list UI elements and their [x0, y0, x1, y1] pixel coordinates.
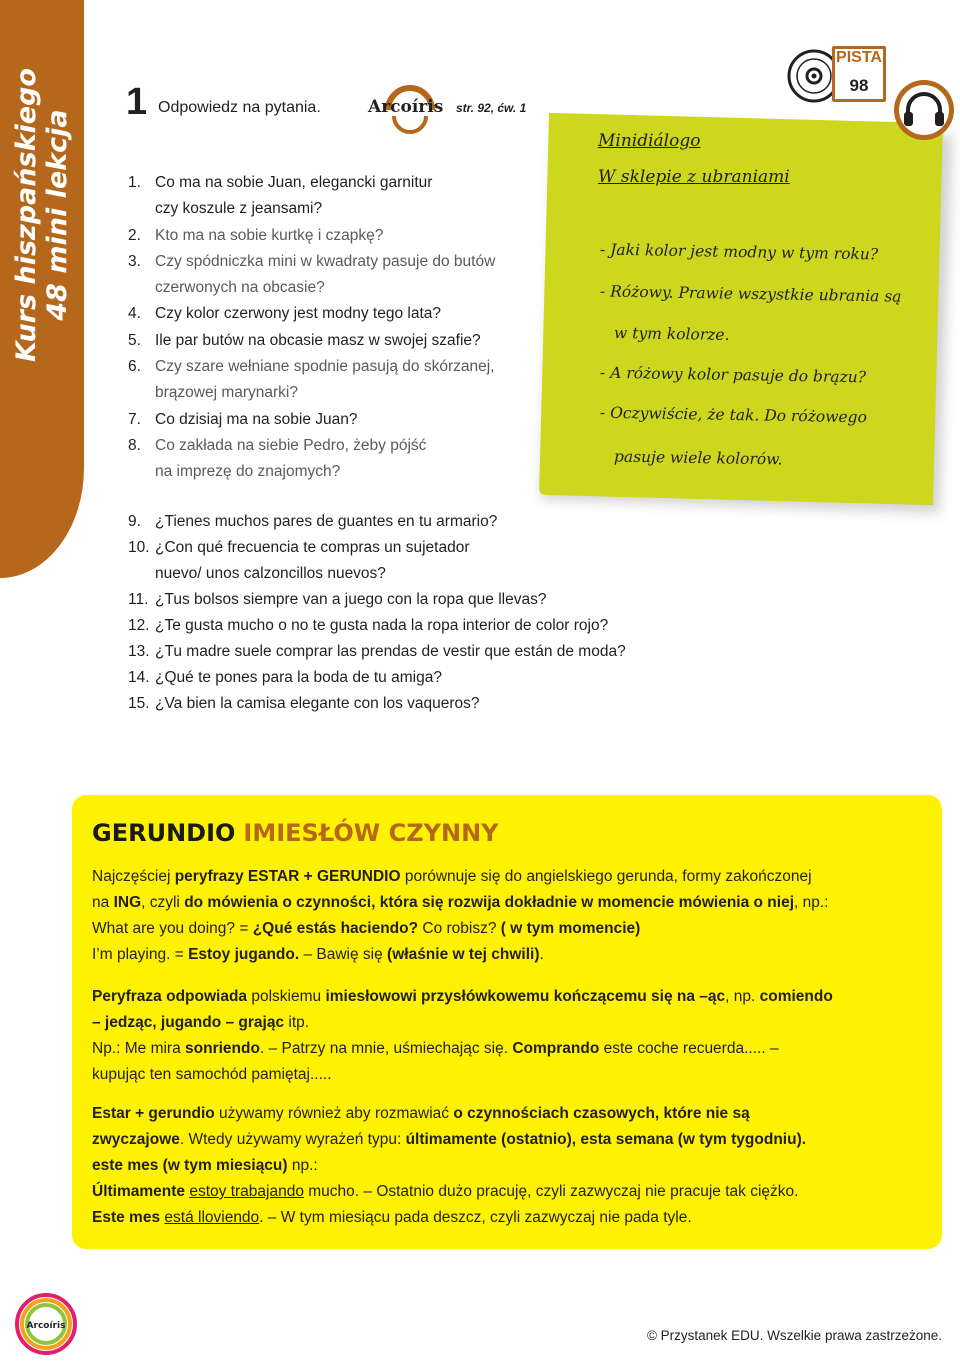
item-text: czy koszule z jeansami?: [155, 200, 323, 218]
text: o czynnościach czasowych, które nie są: [453, 1105, 750, 1122]
text: zwyczajowe: [92, 1131, 180, 1148]
text: kupując ten samochód pamiętaj.....: [92, 1066, 332, 1083]
grammar-paragraph-3: [92, 1101, 912, 1231]
text: do mówienia o czynności, która się rozwija dokładnie w momencie mówienia o niej: [184, 894, 795, 911]
item-text: ¿Con qué frecuencia te compras un sujetador: [155, 539, 470, 556]
text: Este mes: [92, 1209, 161, 1226]
item-text: brązowej marynarki?: [155, 384, 298, 402]
text: estoy trabajando: [189, 1183, 304, 1200]
text: Co robisz?: [418, 920, 501, 937]
item-text: Kto ma na sobie kurtkę i czapkę?: [155, 226, 384, 244]
text: Estar + gerundio: [92, 1105, 215, 1122]
item-text: ¿Te gusta mucho o no te gusta nada la ropa interior de color rojo?: [155, 617, 609, 634]
item-text: ¿Qué te pones para la boda de tu amiga?: [155, 669, 442, 686]
item-number: 6.: [128, 358, 141, 376]
text: – jedząc, jugando – grając: [92, 1014, 285, 1031]
item-text: ¿Tu madre suele comprar las prendas de vestir que están de moda?: [155, 643, 626, 660]
list-item: [128, 301, 568, 327]
list-item: [128, 613, 626, 639]
text: Comprando: [512, 1040, 600, 1057]
list-item: [128, 535, 626, 587]
text: . – Patrzy na mnie, uśmiechając się.: [259, 1040, 513, 1057]
list-item: [128, 354, 568, 407]
item-text: na imprezę do znajomych?: [155, 463, 341, 481]
track-number: 98: [849, 76, 869, 95]
footer-logo-text: Arcoíris: [26, 1321, 66, 1331]
text: , np.:: [794, 894, 829, 911]
text: Najczęściej: [92, 868, 175, 885]
item-number: 2.: [128, 226, 141, 244]
item-text: ¿Va bien la camisa elegante con los vaqueros?: [155, 695, 480, 712]
item-number: 9.: [128, 513, 141, 530]
dialogue-line: pasuje wiele kolorów.: [613, 447, 783, 469]
text: Últimamente: [92, 1183, 186, 1200]
questions-pl: [128, 170, 568, 486]
item-text: Czy spódniczka mini w kwadraty pasuje do butów: [155, 252, 496, 270]
text: imiesłowowi przysłówkowemu kończącemu się na –ąc: [325, 988, 726, 1005]
text: está lloviendo: [164, 1209, 260, 1226]
grammar-paragraph-1: [92, 864, 912, 968]
heading-translation: IMIESŁÓW CZYNNY: [243, 819, 499, 847]
text: – Bawię się: [299, 946, 388, 963]
exercise-instruction: Odpowiedz na pytania.: [158, 99, 321, 116]
course-title: [11, 68, 73, 362]
track-label: PISTA: [836, 49, 882, 66]
copyright: © Przystanek EDU. Wszelkie prawa zastrzeżone.: [646, 1328, 942, 1343]
item-number: 15.: [128, 695, 150, 712]
note-title: Minidiálogo: [598, 131, 701, 151]
item-text: Ile par butów na obcasie masz w swojej szafie?: [155, 331, 481, 349]
list-item: [128, 433, 568, 486]
exercise-number: 1: [126, 81, 148, 123]
course-title-line1: Kurs hiszpańskiego: [11, 68, 42, 362]
item-number: 4.: [128, 305, 141, 323]
text: comiendo: [759, 988, 833, 1005]
list-item: [128, 509, 626, 535]
text: (właśnie w tej chwili): [387, 946, 540, 963]
item-number: 3.: [128, 252, 141, 270]
dialogue-line: w tym kolorze.: [613, 323, 730, 345]
item-text: ¿Tienes muchos pares de guantes en tu armario?: [155, 513, 498, 530]
list-item: [128, 691, 626, 717]
list-item: [128, 639, 626, 665]
text: porównuje się do angielskiego gerunda, formy zakończonej: [400, 868, 812, 885]
questions-es: [128, 509, 626, 717]
item-number: 8.: [128, 436, 141, 454]
text: últimamente (ostatnio), esta semana (w tym tygodniu).: [405, 1131, 807, 1148]
list-item: [128, 587, 626, 613]
list-item: [128, 223, 568, 249]
list-item: [128, 665, 626, 691]
brand-name: Arcoíris: [368, 97, 444, 117]
footer-logo-icon: [14, 1292, 78, 1356]
text: używamy również aby rozmawiać: [214, 1105, 454, 1122]
text: . – W tym miesiącu pada deszcz, czyli zazwyczaj nie pada tyle.: [259, 1209, 692, 1226]
text: .: [539, 946, 544, 963]
text: este coche recuerda..... –: [599, 1040, 779, 1057]
item-number: 14.: [128, 669, 150, 686]
text: ( w tym momencie): [500, 920, 641, 937]
minidialogue: [598, 130, 938, 188]
text: sonriendo: [185, 1040, 260, 1057]
grammar-heading: [92, 818, 499, 848]
dialogue-line: - A różowy kolor pasuje do brązu?: [599, 363, 867, 387]
item-text: Czy kolor czerwony jest modny tego lata?: [155, 305, 442, 323]
item-text: nuevo/ unos calzoncillos nuevos?: [155, 565, 386, 582]
text: polskiemu: [247, 988, 326, 1005]
headphones-icon[interactable]: [892, 78, 956, 142]
item-text: Czy szare wełniane spodnie pasują do skórzanej,: [155, 358, 495, 376]
item-text: Co dzisiaj ma na sobie Juan?: [155, 410, 358, 428]
text: ING: [113, 894, 142, 911]
item-text: czerwonych na obcasie?: [155, 279, 325, 297]
item-number: 11.: [128, 591, 149, 608]
item-number: 5.: [128, 331, 141, 349]
text: . Wtedy używamy wyrażeń typu:: [179, 1131, 406, 1148]
item-number: 13.: [128, 643, 150, 660]
list-item: [128, 407, 568, 433]
text: este mes (w tym miesiącu): [92, 1157, 288, 1174]
book-reference: str. 92, ćw. 1: [456, 101, 527, 115]
text: np.:: [287, 1157, 318, 1174]
dialogue-line: - Różowy. Prawie wszystkie ubrania są: [599, 282, 902, 306]
text: , czyli: [141, 894, 185, 911]
item-text: Co ma na sobie Juan, elegancki garnitur: [155, 174, 433, 191]
text: mucho. – Ostatnio dużo pracuję, czyli zazwyczaj nie pracuje tak ciężko.: [303, 1183, 799, 1200]
item-text: ¿Tus bolsos siempre van a juego con la ropa que llevas?: [155, 591, 547, 608]
dialogue-line: - Oczywiście, że tak. Do różowego: [599, 403, 868, 427]
note-subtitle: W sklepie z ubraniami: [598, 167, 790, 187]
text: peryfrazy ESTAR + GERUNDIO: [174, 868, 401, 885]
text: What are you doing? =: [92, 920, 253, 937]
text: I’m playing. =: [92, 946, 189, 963]
list-item: [128, 249, 568, 302]
item-number: 7.: [128, 410, 141, 428]
text: itp.: [284, 1014, 310, 1031]
text: na: [92, 894, 114, 911]
item-text: Co zakłada na siebie Pedro, żeby pójść: [155, 436, 427, 454]
dialogue-line: - Jaki kolor jest modny w tym roku?: [599, 240, 879, 264]
text: , np.: [725, 988, 760, 1005]
list-item: [128, 170, 568, 223]
text: Peryfraza odpowiada: [92, 988, 248, 1005]
grammar-paragraph-2: [92, 984, 912, 1088]
list-item: [128, 328, 568, 354]
text: ¿Qué estás haciendo?: [252, 920, 419, 937]
heading-term: GERUNDIO: [92, 819, 236, 847]
course-title-line2: 48 mini lekcja: [42, 109, 73, 321]
text: Estoy jugando.: [188, 946, 300, 963]
item-number: 10.: [128, 539, 150, 556]
text: Np.: Me mira: [92, 1040, 186, 1057]
item-number: 1.: [128, 174, 141, 191]
item-number: 12.: [128, 617, 150, 634]
